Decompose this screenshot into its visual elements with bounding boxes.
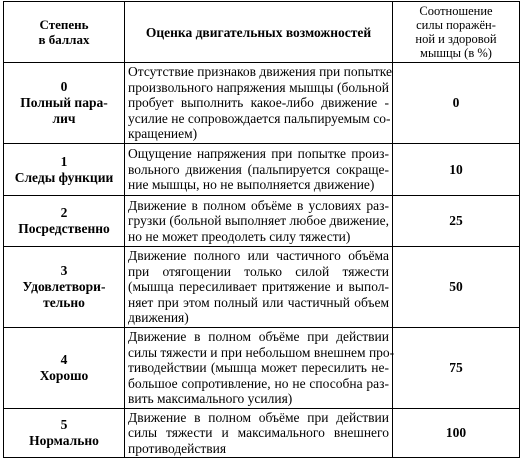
grade-score: 2: [60, 205, 68, 220]
description-line: грузки (больной выполняет любое движение,: [128, 213, 389, 229]
ratio-cell: 100: [393, 409, 520, 458]
grade-name-line: тельно: [43, 295, 85, 310]
description-line: вить максимального усилия): [128, 391, 293, 407]
description-line: противодействия: [128, 440, 227, 456]
grade-cell: [4, 63, 125, 144]
ratio-cell: 50: [393, 247, 520, 328]
header-ratio-line: силы поражён-: [416, 18, 496, 32]
description-line: тиводействии (мышца может пересилить не-: [128, 360, 389, 376]
description-line: большое сопротивление, но не способна раз-: [128, 375, 389, 391]
table-row: [4, 144, 520, 196]
header-grade: [4, 2, 125, 63]
grade-score: 3: [60, 263, 68, 278]
table-row: [4, 196, 520, 247]
description-line: Ощущение напряжения при попытке произ-: [128, 146, 389, 162]
description-line: Движение в полном объёме при действии: [128, 409, 389, 425]
grade-name-line: Удовлетвори-: [22, 279, 106, 294]
header-description: Оценка двигательных возможностей: [125, 2, 393, 63]
grade-cell: [4, 409, 125, 458]
description-cell: [125, 144, 393, 196]
grade-name-line: Полный пара-: [20, 95, 108, 110]
header-ratio-line: ной и здоровой: [415, 32, 497, 46]
description-line: Движение полного или частичного объёма: [128, 248, 389, 264]
description-line: няет при этом полный или частичный объем: [128, 294, 389, 310]
grade-cell: [4, 247, 125, 328]
header-grade-line: в баллах: [38, 32, 90, 47]
grade-name-line: лич: [52, 111, 76, 126]
description-line: силы тяжести и максимального внешнего: [128, 425, 389, 441]
description-line: но не может преодолеть силу тяжести): [128, 228, 351, 244]
description-line: Движение в полном объёме в условиях раз-: [128, 197, 389, 213]
description-line: движения): [128, 310, 189, 326]
description-line: усилие не сопровождается пальпируемым со-: [128, 110, 391, 126]
ratio-cell: 25: [393, 196, 520, 247]
table-row: [4, 63, 520, 144]
table-row: [4, 247, 520, 328]
grade-score: 0: [60, 79, 68, 94]
header-row: [4, 2, 520, 63]
description-line: при отягощении только силой тяжести: [128, 263, 389, 279]
grade-name-line: Хорошо: [39, 368, 89, 383]
grade-name-line: Следы функции: [14, 169, 114, 185]
grade-score: 1: [60, 153, 68, 169]
description-line: Отсутствие признаков движения при попытке: [128, 64, 393, 80]
description-cell: [125, 63, 393, 144]
muscle-strength-table: [3, 1, 520, 458]
description-line: пробует выполнить какое-либо движение -: [128, 95, 389, 111]
description-cell: [125, 196, 393, 247]
grade-cell: [4, 144, 125, 196]
table-row: [4, 328, 520, 409]
description-line: (мышца пересиливает притяжение и выпол-: [128, 279, 389, 295]
grade-cell: [4, 196, 125, 247]
description-line: вольного движения (пальпируется сокраще-: [128, 161, 389, 177]
grade-score: 5: [60, 417, 68, 432]
ratio-cell: 0: [393, 63, 520, 144]
description-line: силы тяжести и при небольшом внешнем про-: [128, 344, 395, 360]
table-row: [4, 409, 520, 458]
header-ratio: [393, 2, 520, 63]
grade-name-line: Посредственно: [18, 221, 110, 236]
grade-name-line: Нормально: [29, 433, 99, 448]
header-ratio-line: мышцы (в %): [420, 46, 492, 60]
description-cell: [125, 409, 393, 458]
header-grade-line: Степень: [39, 17, 89, 32]
ratio-cell: 75: [393, 328, 520, 409]
ratio-cell: 10: [393, 144, 520, 196]
grade-cell: [4, 328, 125, 409]
description-cell: [125, 247, 393, 328]
description-cell: [125, 328, 393, 409]
grade-score: 4: [60, 352, 68, 367]
description-line: произвольного напряжения мышцы (больной: [128, 79, 389, 95]
header-ratio-line: Соотношение: [419, 4, 493, 18]
description-line: ние мышцы, но не выполняется движение): [128, 177, 375, 193]
description-line: Движение в полном объёме при действии: [128, 329, 389, 345]
description-line: кращением): [128, 126, 198, 142]
